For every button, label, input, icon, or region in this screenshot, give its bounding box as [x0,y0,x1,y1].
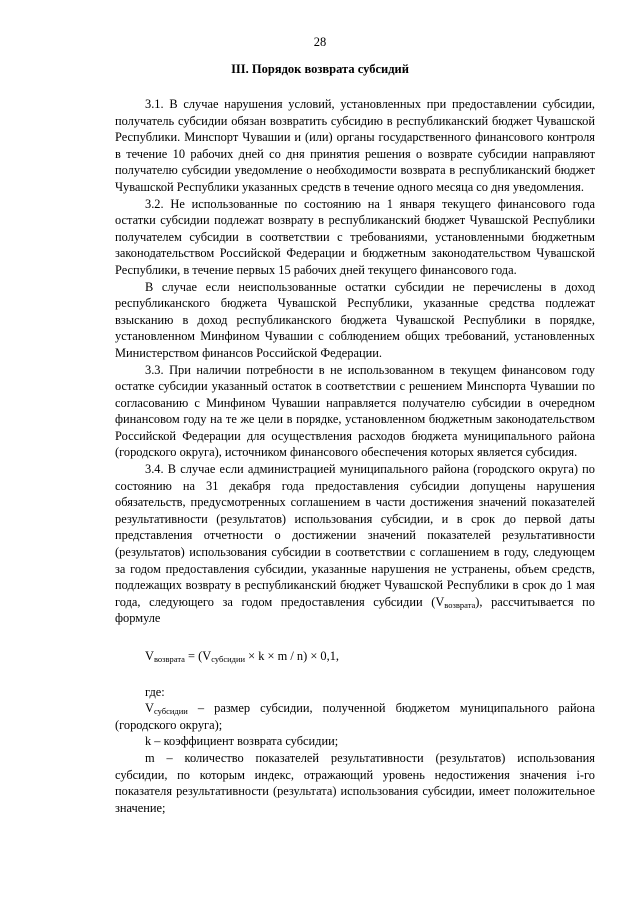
definition-text: – количество показателей результативности (результатов) использования субсидии, по которым индекс, отражающий уровень недостижения значения i-го показателя результативности (результата) использования субсидии, имеет положительное значение; [115,750,595,815]
formula-rest: × k × m / n) × 0,1, [245,649,340,663]
page-number: 28 [313,35,327,49]
where-label: где: [145,684,165,699]
document-body [115,96,595,816]
refund-formula [115,648,595,665]
paragraph-3-4-subscript: возврата [444,599,476,610]
paragraph-3-3: 3.3. При наличии потребности в не использованном в текущем финансовом году остатке субсидии указанный остаток в соответствии с решением Минспорта Чувашии по согласованию с Минфином Чувашии направляется получателю субсидии в очередном финансовом году на те же цели в порядке, установленном бюджетным законодательством Российской Федерации для осуществления расходов бюджета муниципального района (городского округа), источником финансового обеспечения которых является субсидия. [115,362,595,460]
definition-text: – размер субсидии, полученной бюджетом муниципального района (городского округа); [115,701,595,732]
paragraph-3-4-tail: ), рассчитывается по формуле [115,594,595,626]
formula-v-refund: V [145,649,154,663]
definition-subscript: субсидии [153,706,188,717]
definition-k [115,733,595,750]
paragraph-3-2-continuation: В случае если неиспользованные остатки субсидии не перечислены в доход республиканского бюджета Чувашской Республики, указанные средства подлежат взысканию в доход республиканского бюджета Чувашской Республики в порядке, установленном Минфином Чувашии с соблюдением общих требований, установленных Министерством финансов Российской Федерации. [115,279,595,360]
section-title: III. Порядок возврата субсидий [231,62,409,76]
formula-eq: = (V [184,649,212,663]
paragraph-3-4 [115,461,595,627]
definition-symbol: m [145,750,155,765]
formula-v-refund-subscript: возврата [153,654,185,664]
definition-symbol: k [145,734,152,749]
paragraph-3-4-text: 3.4. В случае если администрацией муниципального района (городского округа) по состоянию на 31 декабря года предоставления субсидии допущены нарушения обязательств, предусмотренных соглашением в части достижения значений показателей результативности (результатов) использования субсидии, и в срок до первой даты представления отчетности о достижении значений показателей результативности (результатов) использования субсидии в соответствии с соглашением в году, следующем за годом предоставления субсидии, указанные нарушения не устранены, объем средств, подлежащих возврату в республиканский бюджет Чувашской Республики в срок до 1 мая года, следующего за годом предоставления субсидии (V [115,462,595,609]
definition-m [115,750,595,816]
paragraph-3-1: 3.1. В случае нарушения условий, установленных при предоставлении субсидии, получатель субсидии обязан возвратить субсидию в республиканский бюджет Чувашской Республики. Минспорт Чувашии и (или) органы государственного финансового контроля в течение 10 рабочих дней со дня принятия решения о возврате субсидии направляют получателю субсидии уведомление о необходимости возврата в республиканский бюджет Чувашской Республики указанных средств в течение одного месяца со дня уведомления. [115,97,595,194]
definition-text: – коэффициент возврата субсидии; [151,734,339,749]
paragraph-3-2: 3.2. Не использованные по состоянию на 1 января текущего финансового года остатки субсидии подлежат возврату в республиканский бюджет Чувашской Республики получателем субсидии в соответствии с требованиями, установленными бюджетным законодательством Российской Федерации и бюджетным законодательством Чувашской Республики, в течение первых 15 рабочих дней текущего финансового года. [115,196,595,277]
formula-v-subsidy-subscript: субсидии [211,654,246,664]
definition-symbol: V [145,701,154,716]
definition-v-subsidy [115,700,595,733]
